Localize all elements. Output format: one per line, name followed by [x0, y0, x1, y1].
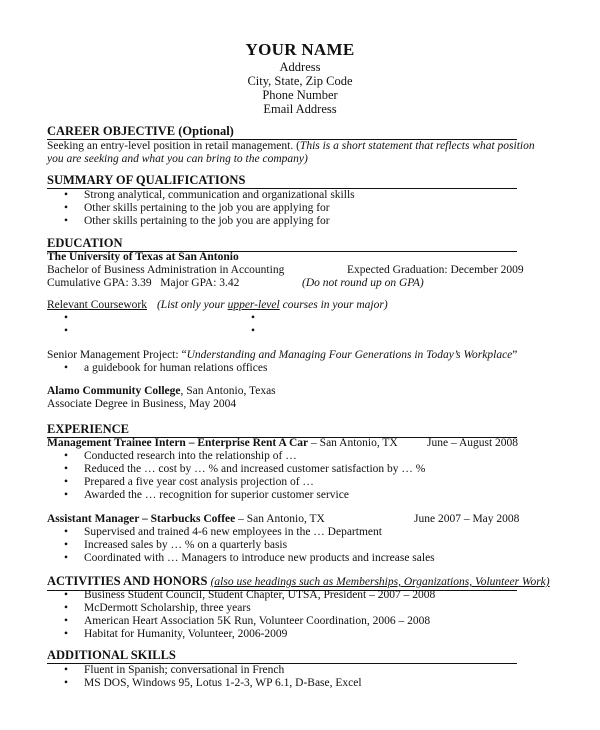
job-duties-list: [64, 450, 425, 502]
university-name: The University of Texas at San Antonio: [47, 251, 239, 263]
job-title: Assistant Manager – Starbucks Coffee: [47, 513, 236, 525]
job-location: – San Antonio, TX: [308, 437, 398, 449]
list-item: • Coordinated with … Managers to introduce new products and increase sales: [64, 552, 435, 565]
list-item: • Supervised and trained 4-6 new employees in the … Department: [64, 526, 435, 539]
resume-header: [0, 40, 600, 116]
list-item: • McDermott Scholarship, three years: [64, 602, 435, 615]
email-line: Email Address: [263, 102, 337, 116]
coursework-note-2: upper-level: [227, 299, 280, 311]
qualifications-heading: SUMMARY OF QUALIFICATIONS: [47, 173, 517, 189]
coursework-bullet: •: [251, 312, 256, 324]
list-item: • Reduced the … cost by … % and increased customer satisfaction by … %: [64, 463, 425, 476]
activities-note: (also use headings such as Memberships, Organizations, Volunteer Work): [210, 576, 550, 588]
skills-heading: ADDITIONAL SKILLS: [47, 648, 517, 664]
gpa-note: (Do not round up on GPA): [302, 277, 424, 289]
list-item: • Conducted research into the relationship of …: [64, 450, 425, 463]
objective-line-1: [47, 140, 535, 153]
list-item: • Habitat for Humanity, Volunteer, 2006-2009: [64, 628, 435, 641]
job-dates: June – August 2008: [427, 437, 519, 449]
coursework-note-3: courses in your major): [279, 299, 388, 311]
gpa-line: Cumulative GPA: 3.39 Major GPA: 3.42: [47, 277, 240, 289]
activities-list: [64, 589, 435, 641]
expected-graduation: Expected Graduation: December 2009: [347, 264, 524, 276]
list-item: • Fluent in Spanish; conversational in French: [64, 664, 362, 677]
list-item: • Increased sales by … % on a quarterly basis: [64, 539, 435, 552]
college-line: [47, 385, 276, 398]
list-item: • Awarded the … recognition for superior customer service: [64, 489, 425, 502]
list-item: • Other skills pertaining to the job you are applying for: [64, 215, 355, 228]
project-close: ”: [512, 349, 518, 361]
list-item: • Prepared a five year cost analysis projection of …: [64, 476, 425, 489]
phone-line: Phone Number: [262, 88, 338, 102]
coursework-note-1: (List only your: [156, 299, 228, 311]
college-name: Alamo Community College: [47, 385, 181, 397]
list-item: • Other skills pertaining to the job you are applying for: [64, 202, 355, 215]
coursework-bullet: •: [64, 325, 69, 337]
coursework-line: [47, 299, 388, 312]
list-item: • Business Student Council, Student Chapter, UTSA, President – 2007 – 2008: [64, 589, 435, 602]
college-location: , San Antonio, Texas: [180, 385, 276, 397]
project-title: Understanding and Managing Four Generations in Today’s Workplace: [186, 349, 513, 361]
coursework-bullet: •: [251, 325, 256, 337]
education-heading: EDUCATION: [47, 236, 517, 252]
experience-heading: EXPERIENCE: [47, 422, 517, 438]
associate-degree: Associate Degree in Business, May 2004: [47, 398, 237, 410]
skills-list: [64, 664, 362, 690]
project-list: [64, 362, 267, 375]
activities-title: ACTIVITIES AND HONORS: [47, 574, 208, 588]
city-state-zip-line: City, State, Zip Code: [247, 74, 353, 88]
job-duties-list: [64, 526, 435, 565]
senior-project-line: [47, 349, 517, 362]
coursework-bullet: •: [64, 312, 69, 324]
list-item: • MS DOS, Windows 95, Lotus 1-2-3, WP 6.1, D-Base, Excel: [64, 677, 362, 690]
list-item: • a guidebook for human relations offices: [64, 362, 267, 375]
objective-italic-2: you are seeking and what you can bring to the company): [47, 153, 308, 165]
job-title-line: [47, 513, 325, 526]
degree-line: Bachelor of Business Administration in Accounting: [47, 264, 285, 276]
list-item: • American Heart Association 5K Run, Volunteer Coordination, 2006 – 2008: [64, 615, 435, 628]
address-line: Address: [279, 60, 321, 74]
job-title-line: [47, 437, 398, 450]
career-objective-heading: CAREER OBJECTIVE (Optional): [47, 124, 517, 140]
objective-text: Seeking an entry-level position in retail management. (: [47, 140, 300, 152]
candidate-name: YOUR NAME: [245, 40, 355, 59]
job-title: Management Trainee Intern – Enterprise Rent A Car: [47, 437, 309, 449]
job-dates: June 2007 – May 2008: [414, 513, 520, 525]
objective-italic-1: This is a short statement that reflects what position: [299, 140, 535, 152]
project-label: Senior Management Project: “: [47, 349, 187, 361]
qualifications-list: [64, 189, 355, 228]
list-item: • Strong analytical, communication and organizational skills: [64, 189, 355, 202]
coursework-label: Relevant Coursework: [47, 299, 147, 311]
job-location: – San Antonio, TX: [235, 513, 325, 525]
